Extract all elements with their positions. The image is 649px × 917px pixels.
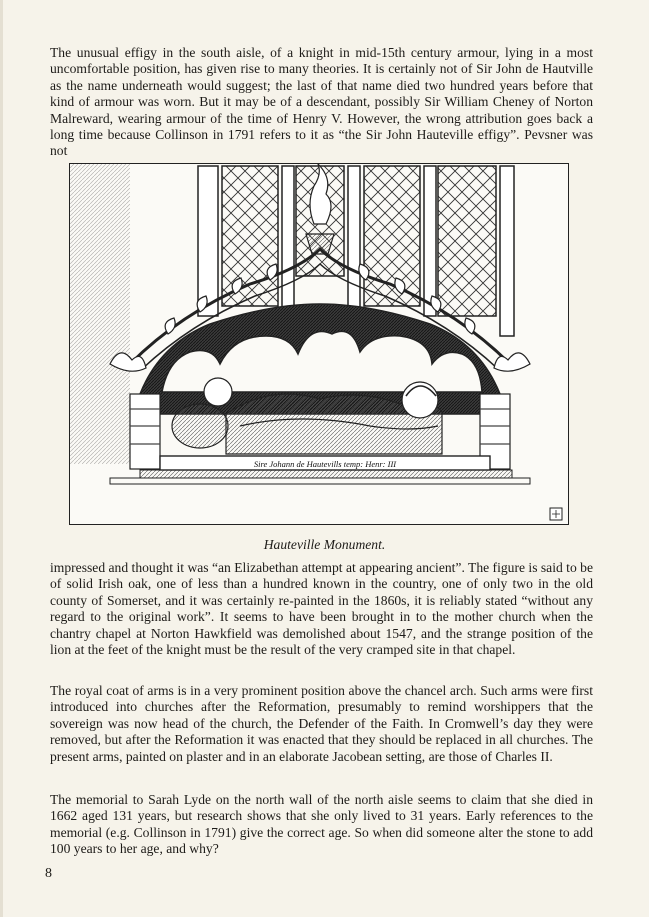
paragraph-oak-figure: impressed and thought it was “an Elizabethan attempt at appearing ancient”. The figure is said to be of solid Irish oak, one of less than a hundred known in the country, one of only two in the old county of Somerset, and it was certainly re-painted in the 1860s, it is reliably stated “without any regard to the original work”. It seems to have been brought in to the mother church when the chantry chapel at Norton Hawkfield was demolished about 1547, and the strange position of the lion at the feet of the knight must be the result of the very cramped site in that chapel.: [50, 560, 593, 658]
hauteville-monument-illustration: [69, 163, 569, 525]
page-edge: [0, 0, 3, 917]
paragraph-royal-arms: The royal coat of arms is in a very prominent position above the chancel arch. Such arms were first introduced into churches after the Reformation, presumably to remind worshippers that the sovereign was now head of the church, the Defender of the Faith. In Cromwell’s day they were removed, but after the Reformation it was enacted that they should be replaced in all churches. The present arms, painted on plaster and in an elaborate Jacobean setting, are those of Charles II.: [50, 683, 593, 764]
figure-caption: Hauteville Monument.: [263, 537, 386, 552]
page-number: 8: [45, 866, 52, 881]
left-wall-shading: [70, 164, 130, 464]
inscription-text: Sire Johann de Hautevills temp: Henr: III: [253, 459, 397, 469]
cusped-canopy: [140, 304, 500, 414]
monument-drawing: [70, 164, 569, 525]
paragraph-effigy: The unusual effigy in the south aisle, of a knight in mid-15th century armour, lying in a most uncomfortable position, has given rise to many theories. It is certainly not of Sir John de Hautville as the name underneath would suggest; the last of that name died two hundred years before that kind of armour was worn. But it may be of a descendant, possibly Sir William Cheney of Norton Malreward, wearing armour of the time of Henry V. However, the wrong attribution goes back a long time because Collinson in 1791 refers to it as “the Sir John Hauteville effigy”. Pevsner was not: [50, 45, 593, 159]
paragraph-sarah-lyde: The memorial to Sarah Lyde on the north wall of the north aisle seems to claim that she died in 1662 aged 131 years, but research shows that she only lived to 31 years. Early references to the memorial (e.g. Collinson in 1791) give the correct age. So when did someone alter the stone to add 100 years to her age, and why?: [50, 792, 593, 857]
